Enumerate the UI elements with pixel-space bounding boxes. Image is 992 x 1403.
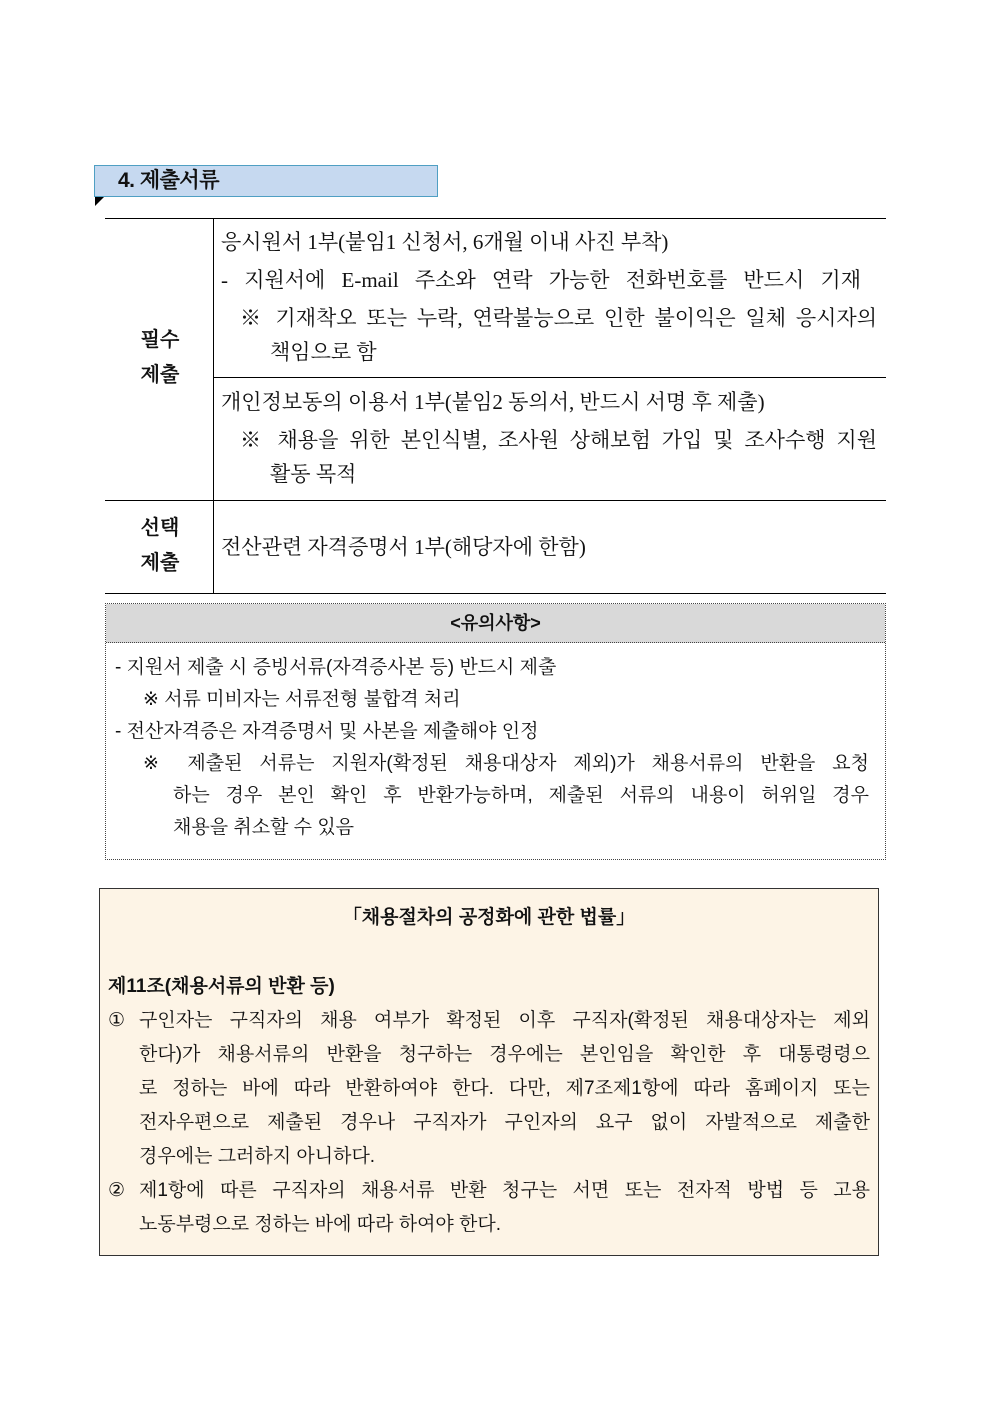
row2-note: ※ 채용을 위한 본인식별, 조사원 상해보험 가입 및 조사수행 지원	[240, 428, 877, 452]
notice-line: ※ 제출된 서류는 지원자(확정된 채용대상자 제외)가 채용서류의 반환을 요청	[143, 753, 869, 774]
law-title: 「채용절차의 공정화에 관한 법률」	[342, 907, 636, 928]
row-divider	[213, 377, 886, 378]
row2-note-cont: 활동 목적	[270, 462, 357, 486]
heading-corner-mark	[95, 197, 104, 206]
law-line: 한다)가 채용서류의 반환을 청구하는 경우에는 본인임을 확인한 후 대통령령으	[139, 1044, 870, 1065]
law-line: 노동부령으로 정하는 바에 따라 하여야 한다.	[139, 1214, 502, 1235]
row1-note-cont: 책임으로 함	[270, 340, 377, 364]
row3-main: 전산관련 자격증명서 1부(해당자에 한함)	[221, 535, 586, 559]
table-bottom-border	[105, 593, 886, 594]
item-number: ②	[108, 1180, 126, 1201]
law-line: 구인자는 구직자의 채용 여부가 확정된 이후 구직자(확정된 채용대상자는 제외	[139, 1010, 870, 1031]
optional-label: 제출	[140, 552, 180, 574]
notice-line: 하는 경우 본인 확인 후 반환가능하며, 제출된 서류의 내용이 허위일 경우	[173, 785, 869, 806]
table-top-border	[105, 218, 886, 219]
notice-line: - 지원서 제출 시 증빙서류(자격증사본 등) 반드시 제출	[115, 657, 557, 678]
notice-line: - 전산자격증은 자격증명서 및 사본을 제출해야 인정	[115, 721, 539, 742]
row-divider	[105, 500, 886, 501]
row1-note: ※ 기재착오 또는 누락, 연락불능으로 인한 불이익은 일체 응시자의	[240, 306, 877, 330]
row1-sub: - 지원서에 E-mail 주소와 연락 가능한 전화번호를 반드시 기재	[221, 268, 861, 292]
law-line: 로 정하는 바에 따라 반환하여야 한다. 다만, 제7조제1항에 따라 홈페이지 또는	[139, 1078, 870, 1099]
row1-main: 응시원서 1부(붙임1 신청서, 6개월 이내 사진 부착)	[221, 230, 669, 254]
law-line: 전자우편으로 제출된 경우나 구직자가 구인자의 요구 없이 자발적으로 제출한	[139, 1112, 870, 1133]
notice-title: <유의사항>	[106, 604, 885, 643]
law-article: 제11조(채용서류의 반환 등)	[108, 976, 335, 997]
section-title: 4. 제출서류	[118, 169, 219, 192]
column-divider	[213, 218, 214, 594]
required-label: 필수	[140, 329, 180, 351]
law-line: 경우에는 그러하지 아니하다.	[139, 1146, 376, 1167]
law-line: 제1항에 따른 구직자의 채용서류 반환 청구는 서면 또는 전자적 방법 등 고용	[139, 1180, 870, 1201]
notice-line: 채용을 취소할 수 있음	[173, 817, 355, 838]
required-label: 제출	[140, 364, 180, 386]
notice-line: ※ 서류 미비자는 서류전형 불합격 처리	[143, 689, 461, 710]
optional-label: 선택	[140, 517, 180, 539]
row2-main: 개인정보동의 이용서 1부(붙임2 동의서, 반드시 서명 후 제출)	[221, 390, 765, 414]
item-number: ①	[108, 1010, 126, 1031]
